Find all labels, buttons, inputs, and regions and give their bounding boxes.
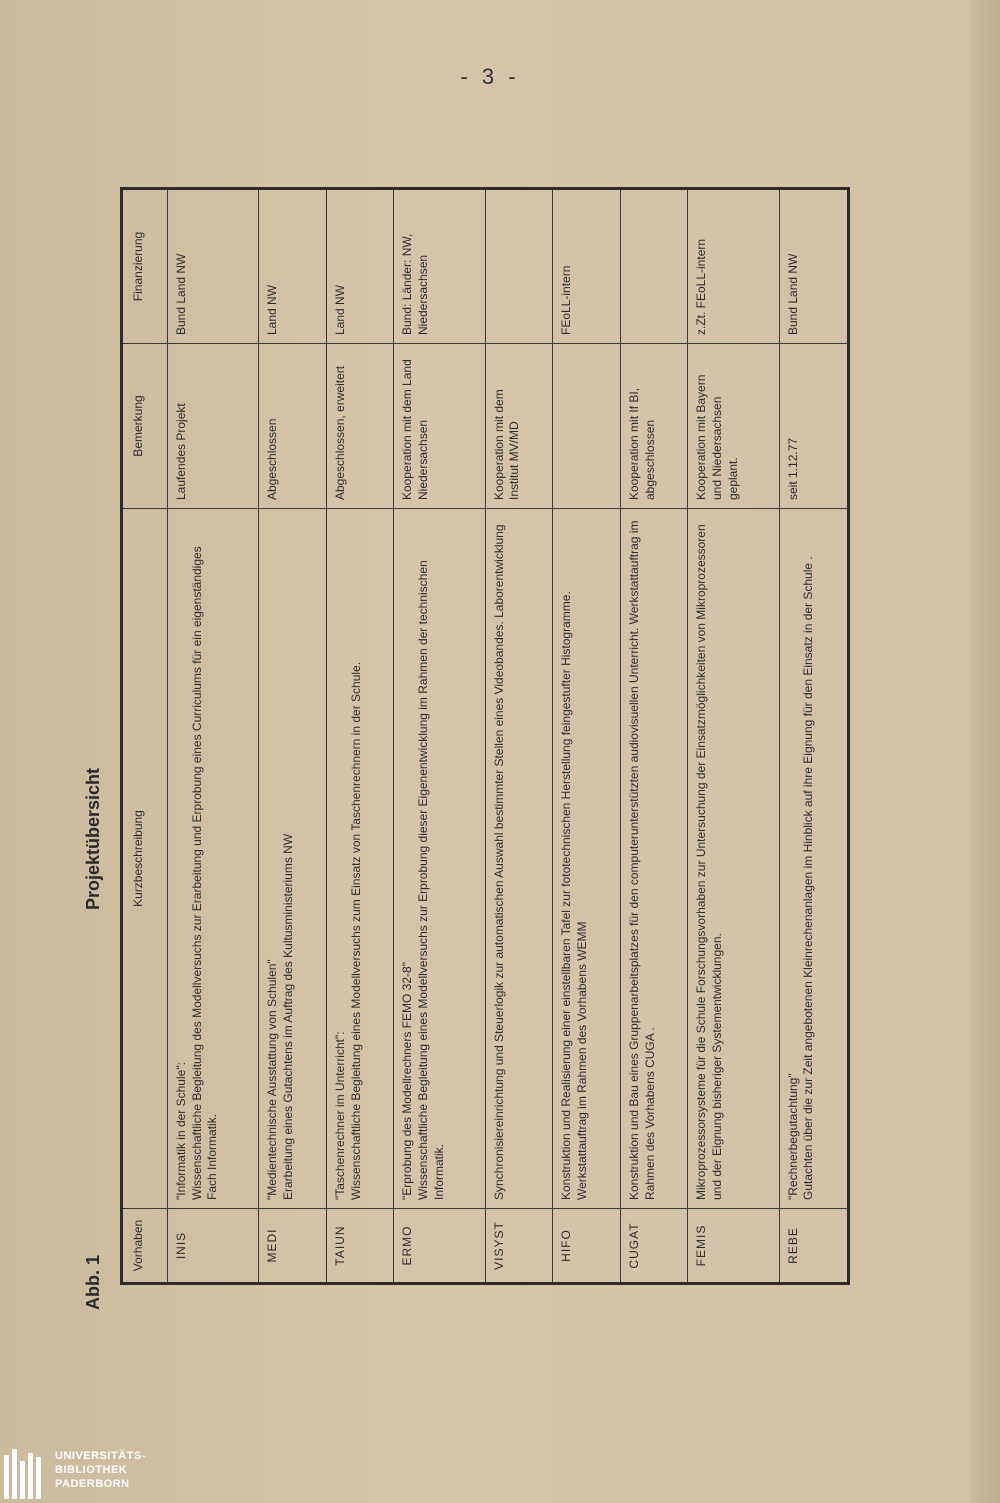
figure-title: Projektübersicht: [83, 767, 103, 910]
table-header-row: [122, 189, 168, 1284]
library-logo: [0, 1441, 200, 1503]
project-description: [620, 509, 688, 1209]
project-remark: [553, 344, 621, 509]
project-financing: [620, 189, 688, 344]
table-row: [394, 189, 485, 1284]
project-code: CUGAT: [620, 1209, 688, 1284]
project-text: Konstruktion und Bau eines Gruppenarbeitsplatzes für den computerunterstützten audiovisuellen Unterricht. Werkstattauftrag im Rahmen des Vorhabens CUGA .: [626, 520, 657, 1200]
figure-label: Abb. 1: [83, 1254, 103, 1310]
project-description: [485, 509, 553, 1209]
project-description: [259, 509, 327, 1209]
library-logo-icon: [4, 1449, 44, 1499]
project-remark: seit 1.12.77: [779, 344, 848, 509]
project-code: FEMIS: [688, 1209, 779, 1284]
table-row: [485, 189, 553, 1284]
page-edge: [970, 0, 1000, 1503]
project-remark: Abgeschlossen, erweitert: [326, 344, 394, 509]
project-text: Synchronisiereinrichtung und Steuerlogik zur automatischen Auswahl bestimmter Stellen eines Videobandes. Laborentwicklung: [491, 524, 506, 1200]
project-financing: Land NW: [259, 189, 327, 344]
project-headline: "Taschenrechner im Unterricht":: [332, 1031, 347, 1200]
table-row: [259, 189, 327, 1284]
project-code: TAIUN: [326, 1209, 394, 1284]
table-row: [688, 189, 779, 1284]
project-code: ERMO: [394, 1209, 485, 1284]
project-financing: Bund: Länder: NW, Niedersachsen: [394, 189, 485, 344]
project-code: HIFO: [553, 1209, 621, 1284]
header-finanzierung: Finanzierung: [122, 189, 168, 344]
project-description: [394, 509, 485, 1209]
project-headline: "Erprobung des Modellrechners FEMO 32-8": [400, 962, 415, 1200]
project-text: Wissenschaftliche Begleitung eines Modellversuchs zur Erprobung dieser Eigenentwicklung im Rahmen der technischen Informatik.: [416, 560, 446, 1200]
project-financing: Bund Land NW: [168, 189, 259, 344]
table-row: [168, 189, 259, 1284]
project-code: MEDI: [259, 1209, 327, 1284]
library-logo-text: [55, 1449, 146, 1491]
project-overview-table: [120, 187, 850, 1285]
project-text: Gutachten über die zur Zeit angebotenen Kleinrechenanlagen im Hinblick auf ihre Eignung für den Einsatz in der Schule .: [801, 556, 816, 1200]
library-logo-line2: BIBLIOTHEK: [55, 1464, 128, 1476]
project-remark: Kooperation mit Bayern und Niedersachsen geplant.: [688, 344, 779, 509]
table-row: [779, 189, 848, 1284]
table-row: [326, 189, 394, 1284]
rotated-figure: [75, 175, 865, 1310]
project-financing: Land NW: [326, 189, 394, 344]
project-headline: "Medientechnische Ausstattung von Schulen": [265, 959, 280, 1200]
project-description: [326, 509, 394, 1209]
project-text: Wissenschaftliche Begleitung eines Modellversuchs zum Einsatz von Taschenrechnern in der Schule.: [348, 661, 363, 1200]
project-description: [168, 509, 259, 1209]
project-remark: Laufendes Projekt: [168, 344, 259, 509]
project-text: Wissenschaftliche Begleitung des Modellversuchs zur Erarbeitung und Erprobung eines Curriculums für ein eigenständiges Fach Informatik.: [189, 546, 220, 1200]
project-headline: "Rechnerbegutachtung": [785, 1073, 800, 1200]
project-description: [553, 509, 621, 1209]
project-remark: Abgeschlossen: [259, 344, 327, 509]
project-code: INIS: [168, 1209, 259, 1284]
project-financing: [485, 189, 553, 344]
project-code: REBE: [779, 1209, 848, 1284]
project-text: Mikroprozessorsysteme für die Schule Forschungsvorhaben zur Untersuchung der Einsatzmöglichkeiten von Mikroprozessoren und der Eignung bisheriger Systementwicklungen.: [694, 524, 725, 1200]
project-description: [688, 509, 779, 1209]
project-financing: z.Zt. FEoLL-intern: [688, 189, 779, 344]
header-bemerkung: Bemerkung: [122, 344, 168, 509]
project-text: Konstruktion und Realisierung einer einstellbaren Tafel zur fototechnischen Herstellung feingestufter Histogramme. Werkstattauftrag im Rahmen des Vorhabens WEMM: [559, 591, 589, 1200]
project-financing: Bund Land NW: [779, 189, 848, 344]
header-kurzbeschreibung: Kurzbeschreibung: [122, 509, 168, 1209]
header-vorhaben: Vorhaben: [122, 1209, 168, 1284]
table-row: [620, 189, 688, 1284]
library-logo-line3: PADERBORN: [55, 1478, 130, 1490]
project-financing: FEoLL-intern: [553, 189, 621, 344]
project-remark: Kooperation mit dem Land Niedersachsen: [394, 344, 485, 509]
project-code: VISYST: [485, 1209, 553, 1284]
table-row: [553, 189, 621, 1284]
project-description: [779, 509, 848, 1209]
library-logo-line1: UNIVERSITÄTS-: [55, 1450, 146, 1462]
page-number: - 3 -: [460, 64, 520, 89]
project-remark: Kooperation mit dem Institut MV/MD: [485, 344, 553, 509]
project-remark: Kooperation mit If BI, abgeschlossen: [620, 344, 688, 509]
project-text: Erarbeitung eines Gutachtens im Auftrag des Kultusministeriums NW: [280, 833, 295, 1200]
project-headline: "Informatik in der Schule":: [174, 1062, 188, 1200]
